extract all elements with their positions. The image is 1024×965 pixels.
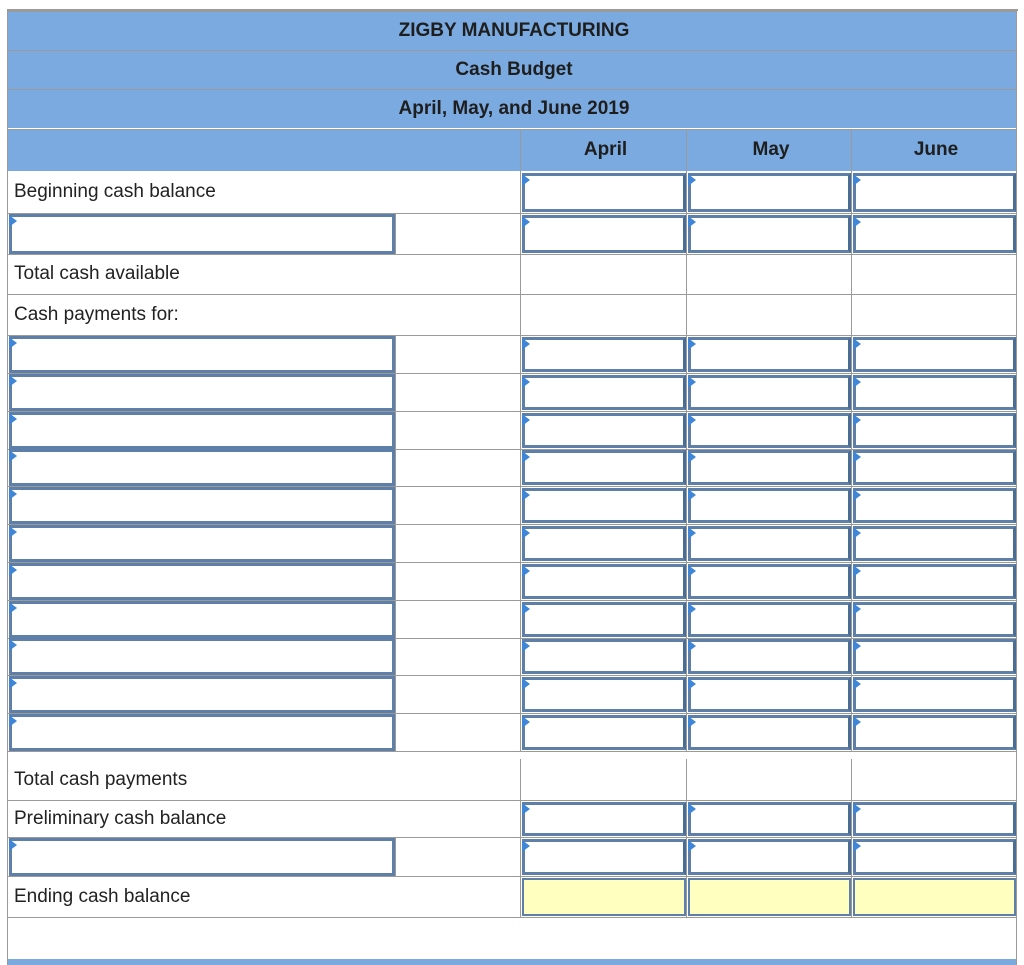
beginning-cash-balance-april-input[interactable] [522,173,686,212]
grid-line [851,713,852,751]
grid-line [520,876,521,917]
payment-item-11-may-input[interactable] [688,715,851,750]
ending-cash-balance-may-input[interactable] [688,878,851,916]
grid-line [395,486,396,524]
grid-line [520,448,521,486]
cash-receipts-description-input[interactable] [9,214,395,254]
grid-line [686,171,687,213]
grid-line [686,524,687,562]
preliminary-cash-balance-june-input[interactable] [853,802,1016,836]
grid-line [8,751,1016,752]
payment-item-7-may-input[interactable] [688,564,851,599]
payment-item-10-may-input[interactable] [688,677,851,712]
total-cash-available-row [8,254,1016,294]
payment-item-5-description-input[interactable] [9,487,395,524]
column-label-may: May [752,139,790,160]
grid-line [851,171,852,213]
grid-line [395,373,396,411]
payment-item-5-april-input[interactable] [522,488,686,523]
column-label-june: June [913,139,959,160]
grid-line [686,373,687,411]
column-header-june [851,130,1016,170]
financing-june-input[interactable] [853,839,1016,875]
grid-line [520,759,521,800]
beginning-cash-balance-label: Beginning cash balance [14,181,216,202]
grid-line [520,837,521,876]
payment-item-3-april-input[interactable] [522,413,686,448]
grid-line [851,524,852,562]
grid-line [851,373,852,411]
grid-line [520,800,521,837]
total-cash-available-label: Total cash available [14,263,180,284]
preliminary-cash-balance-april-input[interactable] [522,802,686,836]
payment-item-6-description-input[interactable] [9,525,395,562]
grid-line [686,800,687,837]
payment-item-1-june-input[interactable] [853,337,1016,372]
grid-line [686,713,687,751]
cash-receipts-april-input[interactable] [522,215,686,253]
payment-item-4-description-input[interactable] [9,449,395,486]
payment-item-4-april-input[interactable] [522,450,686,485]
grid-line [520,562,521,600]
grid-line [520,335,521,373]
grid-line [520,600,521,638]
payment-item-1-description-input[interactable] [9,336,395,373]
grid-line [520,373,521,411]
grid-line [686,411,687,449]
grid-line [520,294,521,335]
grid-line [520,213,521,254]
grid-line [395,524,396,562]
total-cash-payments-label: Total cash payments [14,768,188,790]
payment-item-6-june-input[interactable] [853,526,1016,561]
grid-line [851,411,852,449]
cash-receipts-june-input[interactable] [853,215,1016,253]
payment-item-3-may-input[interactable] [688,413,851,448]
grid-line [395,213,396,254]
financing-may-input[interactable] [688,839,851,875]
grid-line [686,254,687,294]
grid-line [851,294,852,335]
preliminary-cash-balance-label: Preliminary cash balance [14,807,227,829]
ending-cash-balance-april-input[interactable] [522,878,686,916]
payment-item-10-june-input[interactable] [853,677,1016,712]
payment-item-10-april-input[interactable] [522,677,686,712]
grid-line [851,486,852,524]
report-name: Cash Budget [455,59,573,80]
grid-line [686,486,687,524]
ending-cash-balance-june-input[interactable] [853,878,1016,916]
grid-line [520,171,521,213]
grid-line [686,213,687,254]
payment-item-2-june-input[interactable] [853,375,1016,410]
grid-line [851,837,852,876]
payment-item-11-april-input[interactable] [522,715,686,750]
grid-line [520,637,521,675]
payment-item-5-may-input[interactable] [688,488,851,523]
total-cash-payments-row [8,759,1016,800]
grid-line [395,562,396,600]
grid-line [851,254,852,294]
ending-cash-balance-label: Ending cash balance [14,885,191,907]
company-name: ZIGBY MANUFACTURING [398,20,630,41]
grid-line [686,837,687,876]
grid-line [520,524,521,562]
payment-item-10-description-input[interactable] [9,676,395,713]
grid-line [851,759,852,800]
payment-item-9-may-input[interactable] [688,639,851,674]
grid-line [395,335,396,373]
report-title [8,50,1016,89]
period-title [8,89,1016,128]
column-label-april: April [583,139,628,160]
grid-line [851,800,852,837]
cash-budget-sheet [7,9,1017,965]
payment-item-4-may-input[interactable] [688,450,851,485]
payment-item-11-june-input[interactable] [853,715,1016,750]
payment-item-9-april-input[interactable] [522,639,686,674]
cash-payments-for-label: Cash payments for: [14,303,179,325]
payment-item-9-june-input[interactable] [853,639,1016,674]
grid-line [686,562,687,600]
payment-item-4-june-input[interactable] [853,450,1016,485]
company-title [8,11,1016,50]
grid-line [686,294,687,335]
payment-item-8-april-input[interactable] [522,602,686,637]
grid-line [395,600,396,638]
grid-line [520,254,521,294]
beginning-cash-balance-june-input[interactable] [853,173,1016,212]
payment-item-2-description-input[interactable] [9,374,395,411]
payment-item-8-description-input[interactable] [9,601,395,638]
bottom-bar [8,959,1016,965]
payment-item-2-april-input[interactable] [522,375,686,410]
payment-item-9-description-input[interactable] [9,638,395,675]
payment-item-1-may-input[interactable] [688,337,851,372]
grid-line [686,448,687,486]
payment-item-5-june-input[interactable] [853,488,1016,523]
grid-line [395,675,396,713]
payment-item-3-description-input[interactable] [9,412,395,449]
grid-line [851,213,852,254]
period-text: April, May, and June 2019 [398,98,630,119]
grid-line [686,759,687,800]
grid-line [851,562,852,600]
payment-item-7-june-input[interactable] [853,564,1016,599]
grid-line [851,335,852,373]
payment-item-2-may-input[interactable] [688,375,851,410]
grid-line [395,637,396,675]
grid-line [686,876,687,917]
payment-item-6-april-input[interactable] [522,526,686,561]
grid-line [851,876,852,917]
grid-line [851,600,852,638]
payment-item-7-april-input[interactable] [522,564,686,599]
payment-item-8-june-input[interactable] [853,602,1016,637]
grid-line [686,675,687,713]
grid-line [686,600,687,638]
grid-line [395,713,396,751]
column-header-may [686,130,851,170]
payment-item-3-june-input[interactable] [853,413,1016,448]
column-header-april [520,130,686,170]
payment-item-8-may-input[interactable] [688,602,851,637]
grid-line [686,637,687,675]
column-header-row [8,129,1016,171]
payment-item-7-description-input[interactable] [9,563,395,600]
grid-line [686,335,687,373]
grid-line [851,675,852,713]
grid-line [395,448,396,486]
payment-item-6-may-input[interactable] [688,526,851,561]
preliminary-cash-balance-may-input[interactable] [688,802,851,836]
grid-line [520,411,521,449]
financing-description-input[interactable] [9,838,395,876]
grid-line [520,675,521,713]
grid-line [520,713,521,751]
beginning-cash-balance-may-input[interactable] [688,173,851,212]
financing-april-input[interactable] [522,839,686,875]
grid-line [851,448,852,486]
payment-item-11-description-input[interactable] [9,714,395,751]
grid-line [520,486,521,524]
payment-item-1-april-input[interactable] [522,337,686,372]
grid-line [395,837,396,876]
grid-line [851,637,852,675]
grid-line [395,411,396,449]
cash-receipts-may-input[interactable] [688,215,851,253]
grid-line [8,917,1016,918]
cash-payments-for-row [8,294,1016,335]
